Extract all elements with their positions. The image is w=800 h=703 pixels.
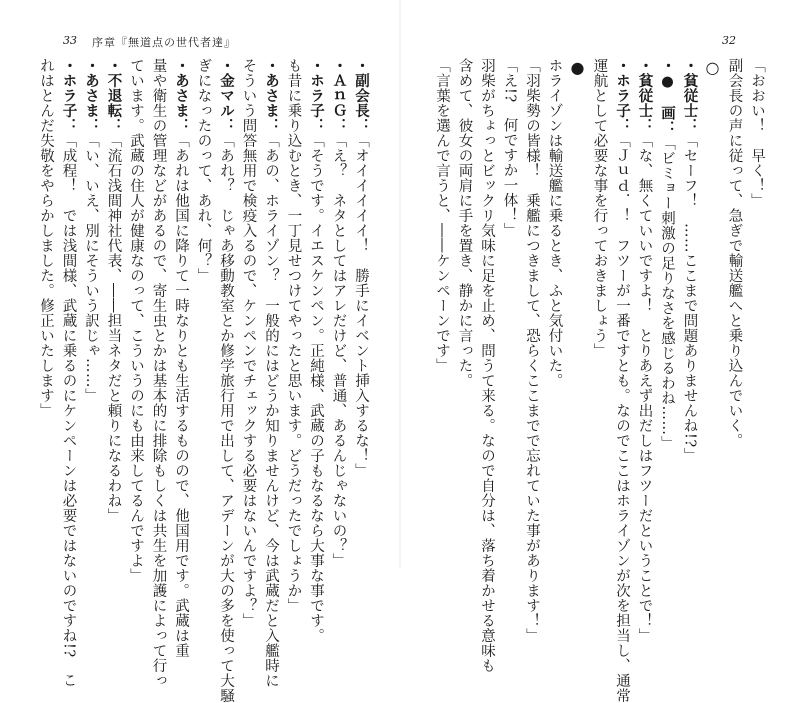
dialogue-line: 「あれ？ じゃあ移動教室とか修学旅行用で出して、アデーンが大の多を使って大騒 xyxy=(218,133,234,703)
speaker-label: ・ホラ子： xyxy=(308,58,325,133)
dialogue-line: 量や衛生の管理などがあるので、寄生虫とかは基本的に排除もしくは共生を加護によって行っ xyxy=(150,58,167,688)
text-column xyxy=(498,58,521,528)
text-column xyxy=(431,58,454,528)
dialogue-line: 「Ｊｕｄ．！ フツーが一番ですとも。なのでここはホライゾンが次を担当し、通常 xyxy=(614,133,630,703)
speaker-label: ・あさま： xyxy=(83,58,100,133)
speaker-label: ・ホラ子： xyxy=(614,58,631,133)
narration-line: 「おおい！ 早く！」 xyxy=(749,58,765,208)
text-column xyxy=(453,58,476,528)
dialogue-line: ています。武蔵の住人が健康なのって、こういうのにも由来してるんですよ」 xyxy=(128,58,144,583)
dialogue-line: 「成程！ では浅間様、武蔵に乗るのにケンペーンは必要ではないのですね!? こ xyxy=(60,133,77,688)
dialogue-line: れはとんだ失敬をやらかしました。修正いたします」 xyxy=(38,58,54,418)
speaker-label: ・● 画： xyxy=(659,58,676,136)
dialogue-line: 「オイイイイイ！ 勝手にイベント挿入するな！」 xyxy=(353,133,369,478)
dialogue-line: 運航として必要な事を行っておきましょう」 xyxy=(591,58,608,358)
dialogue-line: 「ビミョー刺激の足りなさを感じるわね……」 xyxy=(659,135,675,451)
text-column xyxy=(80,58,103,528)
text-column xyxy=(521,58,544,643)
dialogue-line: 「セーフ！ ……ここまで問題ありませんね!?」 xyxy=(681,133,698,463)
narration-line: 副会長の声に従って、急ぎで輸送艦へと乗り込んでいく。 xyxy=(726,58,743,448)
text-column xyxy=(102,58,125,528)
speaker-label: ・ホラ子： xyxy=(60,58,78,133)
speaker-label: ・ＡｎＧ： xyxy=(330,58,348,133)
text-column xyxy=(57,58,80,688)
speaker-label: ・あさま： xyxy=(263,58,280,133)
right-page xyxy=(400,0,800,703)
text-column xyxy=(125,58,148,583)
section-break xyxy=(566,58,589,528)
text-column xyxy=(147,58,170,688)
section-mark-circle: ○ xyxy=(703,58,722,78)
speaker-label: ・不退転： xyxy=(105,58,123,133)
speaker-label: ・金マル： xyxy=(218,58,235,133)
section-break xyxy=(701,58,724,528)
text-column xyxy=(350,58,373,528)
text-column xyxy=(237,58,260,628)
dialogue-line: 「え？ ネタとしてはアレだけど、普通、あるんじゃないの？」 xyxy=(330,133,347,568)
dialogue-line: 「な、無くていいですよ！ とりあえず出だしはフツーだということで！」 xyxy=(636,133,653,643)
text-column xyxy=(723,58,746,528)
dialogue-line: 「流石浅間神社代表、――担当ネタだと頼りになるわね」 xyxy=(105,133,122,523)
text-column xyxy=(678,58,701,528)
text-column xyxy=(305,58,328,643)
text-column xyxy=(611,58,634,703)
narration-line: 含めて、彼女の両肩に手を置き、静かに言った。 xyxy=(456,58,473,388)
left-page-body xyxy=(35,58,373,703)
text-column xyxy=(170,58,193,658)
narration-line: ホライゾンは輸送艦に乗るとき、ふと気付いた。 xyxy=(546,58,563,388)
text-column xyxy=(215,58,238,703)
text-column xyxy=(633,58,656,643)
section-mark-dot: ● xyxy=(568,58,587,78)
text-column xyxy=(746,58,769,528)
running-title: 序章『無道点の世代者達』 xyxy=(92,36,236,49)
right-page-body xyxy=(431,58,769,703)
speaker-label: ・あさま： xyxy=(173,58,190,133)
dialogue-line: 「あれは他国に降りて一時なりとも生活するものので、他国用です。武蔵は重 xyxy=(173,133,189,658)
narration-line: 羽柴がちょっとビックリ気味に足を止め、問うて来る。なので自分は、落ち着かせる意味も xyxy=(479,58,495,673)
dialogue-line: 「そうです。イエスケンペン。正純様、武蔵の子もなるなら大事な事です。 xyxy=(308,133,324,643)
text-column xyxy=(282,58,305,613)
text-column xyxy=(588,58,611,528)
text-column xyxy=(476,58,499,673)
dialogue-line: も昔に乗り込むとき、一丁見せつけてやったと思います。どうだったでしょうか」 xyxy=(285,58,302,613)
text-column xyxy=(35,58,58,528)
page-number-right: 32 xyxy=(722,34,736,47)
speaker-label: ・貧従士： xyxy=(636,58,654,133)
text-column xyxy=(192,58,215,528)
narration-line: 「言葉を選んで言うと、――ケンペーンです」 xyxy=(434,58,450,373)
text-column xyxy=(543,58,566,528)
speaker-label: ・貧従士： xyxy=(681,58,699,133)
dialogue-line: 「あの、ホライゾン？ 一般的にはどうか知りませんけど、今は武蔵だと入艦時に xyxy=(263,133,279,688)
text-column xyxy=(327,58,350,568)
dialogue-line: そういう問答無用で検疫入るので、ケンペンでチェックする必要はないんですよ？」 xyxy=(240,58,257,628)
text-column xyxy=(656,58,679,528)
dialogue-line: ぎになったのって、あれ、何？」 xyxy=(195,58,212,283)
text-column xyxy=(260,58,283,688)
narration-line: 「羽柴勢の皆様！ 乗艦につきまして、恐らくここまでで忘れていた事があります！」 xyxy=(524,58,540,643)
dialogue-line: 「い、いえ、別にそういう訳じゃ……」 xyxy=(83,133,99,403)
page-number-left: 33 xyxy=(63,34,77,47)
speaker-label: ・副会長： xyxy=(353,58,370,133)
narration-line: 「え!? 何ですか一体！」 xyxy=(501,58,518,238)
